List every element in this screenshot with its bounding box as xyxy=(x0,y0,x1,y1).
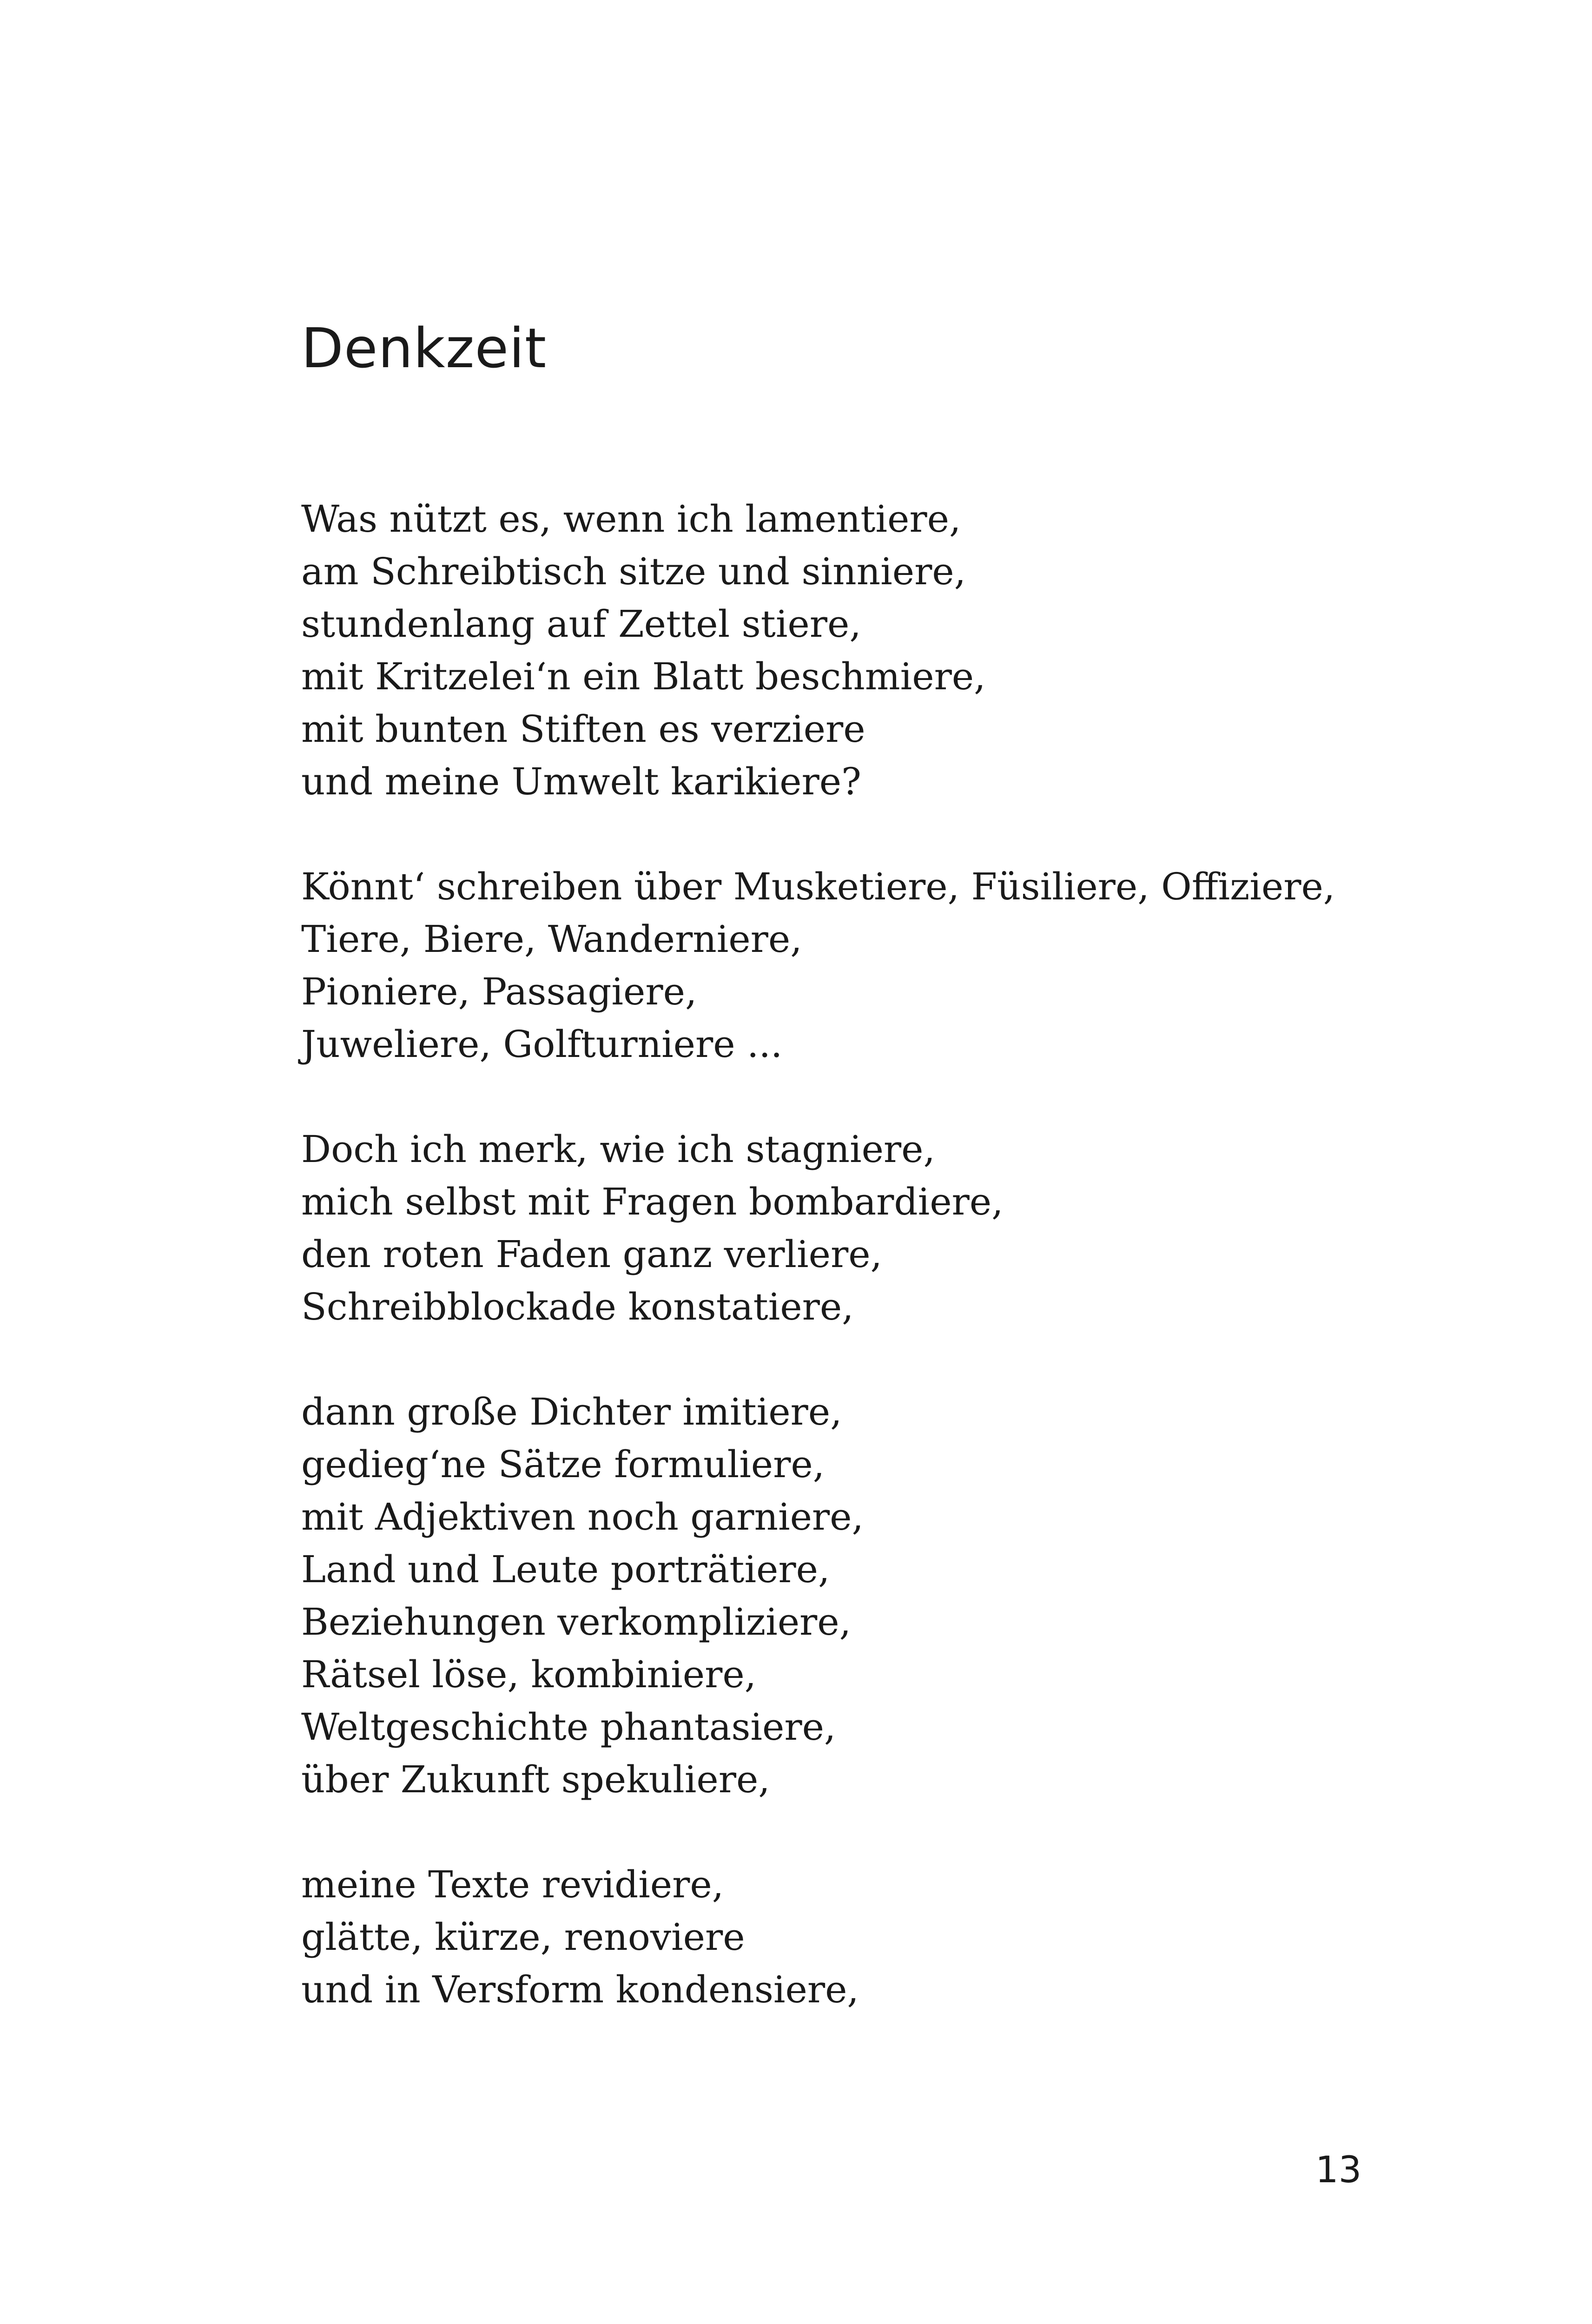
poem-line: Was nützt es, wenn ich lamentiere, xyxy=(301,497,961,541)
poem-line: glätte, kürze, renoviere xyxy=(301,1915,745,1959)
poem-line: Könnt‘ schreiben über Musketiere, Füsiliere, Offiziere, xyxy=(301,865,1335,908)
poem-line: mich selbst mit Fragen bombardiere, xyxy=(301,1180,1004,1223)
poem-line: dann große Dichter imitiere, xyxy=(301,1390,842,1433)
poem-line: und in Versform kondensiere, xyxy=(301,1968,859,2011)
poem-line: meine Texte revidiere, xyxy=(301,1863,724,1906)
poem-line: am Schreibtisch sitze und sinniere, xyxy=(301,550,966,593)
poem-line: Land und Leute porträtiere, xyxy=(301,1548,830,1591)
poem-line: mit bunten Stiften es verziere xyxy=(301,707,865,751)
poem-line: Pioniere, Passagiere, xyxy=(301,970,697,1013)
poem-line: Doch ich merk, wie ich stagniere, xyxy=(301,1128,935,1171)
poem-line: mit Adjektiven noch garniere, xyxy=(301,1495,864,1538)
poem-line: stundenlang auf Zettel stiere, xyxy=(301,602,861,646)
poem-line: Tiere, Biere, Wanderniere, xyxy=(301,918,802,961)
poem-line: Rätsel löse, kombiniere, xyxy=(301,1653,757,1696)
page-number: 13 xyxy=(1315,2149,1362,2191)
stanza-4 xyxy=(301,1386,1463,1806)
poem-line: Juweliere, Golfturniere ... xyxy=(301,1023,783,1066)
poem-line: Beziehungen verkompliziere, xyxy=(301,1600,852,1644)
poem-line: und meine Umwelt karikiere? xyxy=(301,760,861,803)
stanza-3 xyxy=(301,1123,1463,1333)
poem-line: mit Kritzelei‘n ein Blatt beschmiere, xyxy=(301,655,986,698)
stanza-5 xyxy=(301,1858,1463,2016)
poem-line: über Zukunft spekuliere, xyxy=(301,1758,770,1801)
poem-body xyxy=(301,493,1463,2068)
stanza-2 xyxy=(301,860,1463,1070)
poem-line: gedieg‘ne Sätze formuliere, xyxy=(301,1443,825,1486)
stanza-1 xyxy=(301,493,1463,808)
poem-line: den roten Faden ganz verliere, xyxy=(301,1233,882,1276)
poem-line: Weltgeschichte phantasiere, xyxy=(301,1705,836,1749)
poem-title: Denkzeit xyxy=(301,316,547,380)
poem-line: Schreibblockade konstatiere, xyxy=(301,1285,854,1328)
